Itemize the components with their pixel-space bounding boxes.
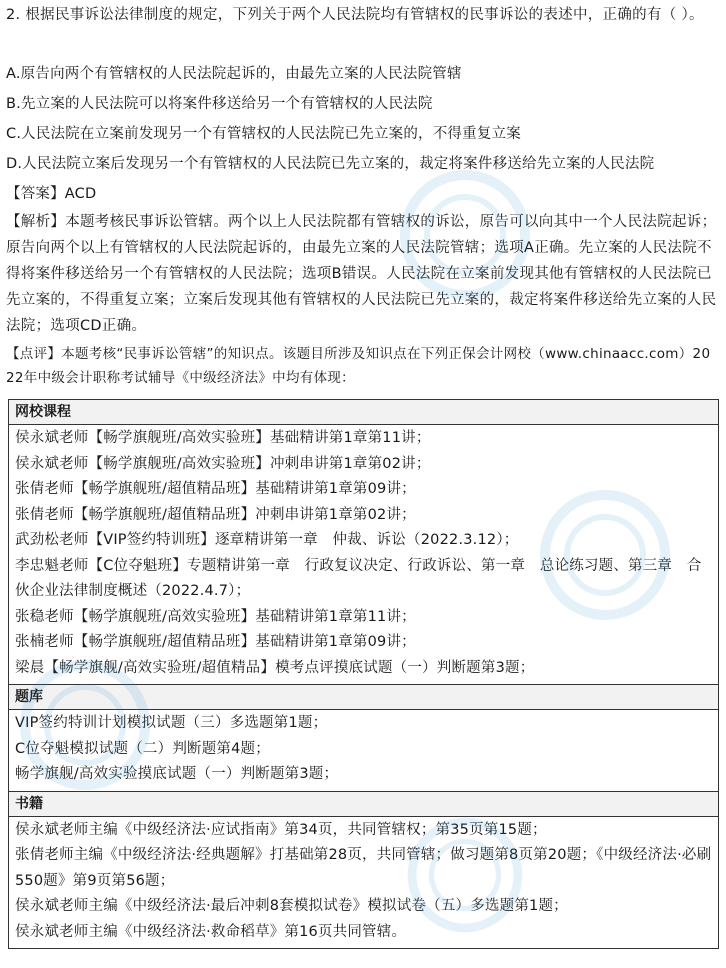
option-d: D.人民法院立案后发现另一个有管辖权的人民法院已先立案的，裁定将案件移送给先立案的人民法院 — [6, 156, 655, 172]
section-body-books — [9, 817, 718, 949]
comment-text: 【点评】本题考核“民事诉讼管辖”的知识点。该题目所涉及知识点在下列正保会计网校（www.chinaacc.com）2022年中级会计职称考试辅导《中级经济法》中均有体现： — [6, 346, 711, 386]
question-bank-item: 畅学旗舰/高效实验摸底试题（一）判断题第3题； — [15, 766, 339, 782]
question-bank-item: C位夺魁模拟试题（二）判断题第4题； — [15, 740, 270, 757]
book-item: 侯永斌老师主编《中级经济法·最后冲刺8套模拟试卷》模拟试卷（五）多选题第1题； — [15, 898, 568, 914]
course-item: 侯永斌老师【畅学旗舰班/高效实验班】冲刺串讲第1章第02讲； — [15, 455, 431, 472]
book-item: 侯永斌老师主编《中级经济法·应试指南》第34页，共同管辖权；第35页第15题； — [15, 821, 547, 838]
question-text: 2. 根据民事诉讼法律制度的规定，下列关于两个人民法院均有管辖权的民事诉讼的表述中，正确的有（ ）。 — [6, 7, 704, 23]
reference-table — [8, 399, 719, 949]
section-header-books: 书籍 — [9, 792, 718, 817]
course-item: 梁晨【畅学旗舰/高效实验班/超值精品】模考点评摸底试题（一）判断题第3题； — [15, 659, 535, 676]
course-item: 张倩老师【畅学旗舰班/超值精品班】冲刺串讲第1章第02讲； — [15, 506, 416, 523]
course-item: 张倩老师【畅学旗舰班/超值精品班】基础精讲第1章第09讲； — [15, 481, 416, 497]
book-item: 侯永斌老师主编《中级经济法·救命稻草》第16页共同管辖。 — [15, 923, 407, 940]
section-header-courses: 网校课程 — [9, 400, 718, 425]
option-a: A.原告向两个有管辖权的人民法院起诉的，由最先立案的人民法院管辖 — [6, 66, 462, 82]
option-c: C.人民法院在立案前发现另一个有管辖权的人民法院已先立案的，不得重复立案 — [6, 126, 521, 142]
book-item: 张倩老师主编《中级经济法·经典题解》打基础第28页，共同管辖；做习题第8页第20题；《中级经济法·必刷550题》第9页第56题； — [15, 847, 712, 889]
option-b: B.先立案的人民法院可以将案件移送给另一个有管辖权的人民法院 — [6, 96, 433, 112]
question-bank-item: VIP签约特训计划模拟试题（三）多选题第1题； — [15, 715, 328, 731]
course-item: 李忠魁老师【C位夺魁班】专题精讲第一章 行政复议决定、行政诉讼、第一章 总论练习题、第三章 合伙企业法律制度概述（2022.4.7）； — [15, 557, 702, 599]
course-item: 张楠老师【畅学旗舰班/超值精品班】基础精讲第1章第09讲； — [15, 634, 416, 650]
section-body-courses — [9, 425, 718, 685]
answer-text: 【答案】ACD — [6, 186, 97, 202]
section-header-question-bank: 题库 — [9, 685, 718, 710]
section-body-question-bank — [9, 710, 718, 792]
analysis-text: 【解析】本题考核民事诉讼管辖。两个以上人民法院都有管辖权的诉讼，原告可以向其中一个人民法院起诉；原告向两个以上有管辖权的人民法院起诉的，由最先立案的人民法院管辖；选项A正确。先立案的人民法院不得将案件移送给另一个有管辖权的人民法院；选项B错误。人民法院在立案前发现其他有管辖权的人民法院已先立案的，不得重复立案；立案后发现其他有管辖权的人民法院已先立案的，裁定将案件移送给先立案的人民法院；选项CD正确。 — [6, 214, 717, 334]
course-item: 侯永斌老师【畅学旗舰班/高效实验班】基础精讲第1章第11讲； — [15, 430, 431, 446]
course-item: 武劲松老师【VIP签约特训班】逐章精讲第一章 仲裁、诉讼（2022.3.12）； — [15, 532, 519, 548]
course-item: 张稳老师【畅学旗舰班/高效实验班】基础精讲第1章第11讲； — [15, 608, 416, 625]
